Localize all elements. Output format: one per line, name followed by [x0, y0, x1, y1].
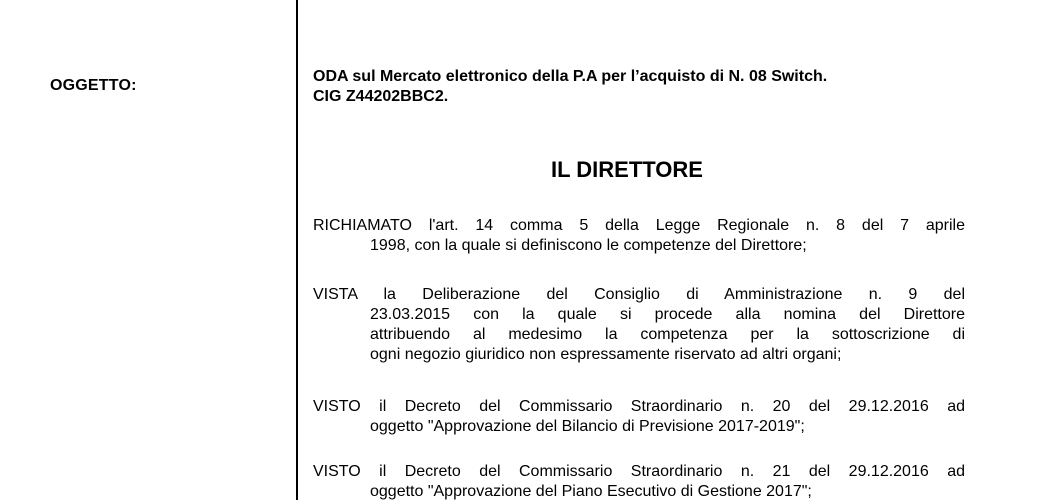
- paragraph-visto-piano: [313, 462, 965, 502]
- subject-text: [313, 67, 993, 107]
- subject-line: ODA sul Mercato elettronico della P.A per l’acquisto di N. 08 Switch.: [313, 68, 828, 85]
- paragraph-richiamato: [313, 216, 965, 256]
- paragraph-line: RICHIAMATO l'art. 14 comma 5 della Legge Regionale n. 8 del 7 aprile: [313, 217, 965, 234]
- paragraph-line: VISTO il Decreto del Commissario Straordinario n. 21 del 29.12.2016 ad: [313, 463, 965, 480]
- paragraph-line: ogni negozio giuridico non espressamente riservato ad altri organi;: [370, 346, 842, 363]
- paragraph-line: VISTO il Decreto del Commissario Straordinario n. 20 del 29.12.2016 ad: [313, 398, 965, 415]
- subject-line: CIG Z44202BBC2.: [313, 88, 449, 105]
- paragraph-vista: [313, 285, 965, 365]
- paragraph-line: attribuendo al medesimo la competenza per la sottoscrizione di: [370, 326, 965, 343]
- page-title: IL DIRETTORE: [551, 157, 703, 182]
- paragraph-line: VISTA la Deliberazione del Consiglio di Amministrazione n. 9 del: [313, 286, 965, 303]
- paragraph-line: oggetto "Approvazione del Bilancio di Previsione 2017-2019";: [370, 418, 805, 435]
- paragraph-line: 23.03.2015 con la quale si procede alla nomina del Direttore: [370, 306, 965, 323]
- paragraph-visto-bilancio: [313, 397, 965, 437]
- paragraph-line: oggetto "Approvazione del Piano Esecutivo di Gestione 2017";: [370, 483, 812, 500]
- vertical-divider: [296, 0, 298, 500]
- paragraph-line: 1998, con la quale si definiscono le competenze del Direttore;: [370, 237, 807, 254]
- subject-label: OGGETTO:: [50, 77, 137, 94]
